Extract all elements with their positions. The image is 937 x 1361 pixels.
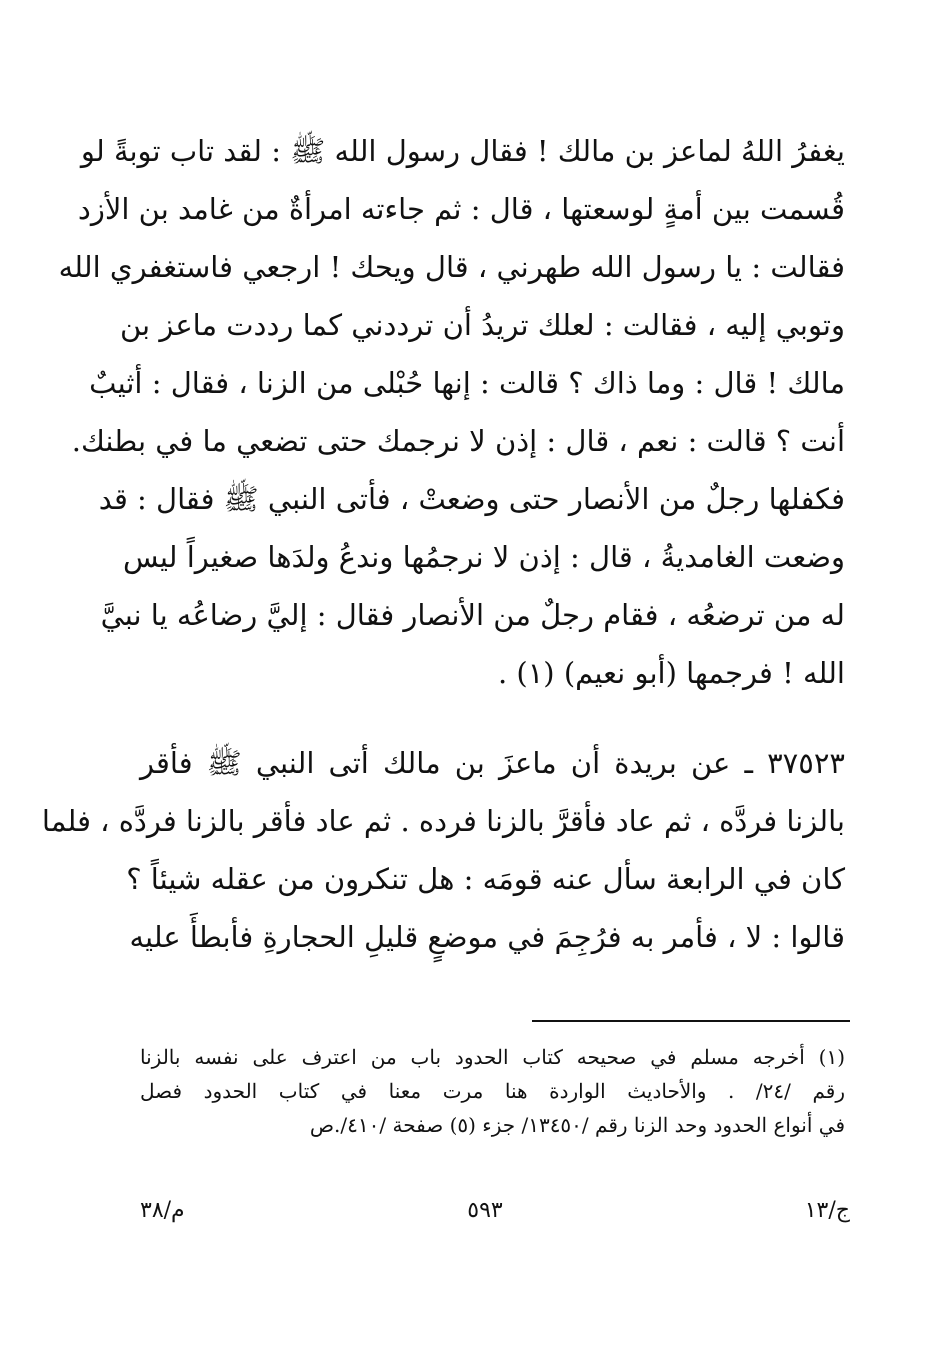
- footnote: [140, 1040, 845, 1142]
- volume-number: ج/١٣: [804, 1198, 850, 1223]
- text-line: مالك ! قال : وما ذاك ؟ قالت : إنها حُبْلى من الزنا ، فقال : أثيبٌ: [89, 366, 845, 400]
- hadith-paragraph-2: [41, 734, 845, 966]
- text-line: فقالت : يا رسول الله طهرني ، قال ويحك ! ارجعي فاستغفري الله: [58, 250, 845, 284]
- text-line: له من ترضعُه ، فقام رجلٌ من الأنصار فقال : إليَّ رضاعُه يا نبيَّ: [100, 598, 845, 632]
- text-line: أنت ؟ قالت : نعم ، قال : إذن لا نرجمك حتى تضعي ما في بطنك.: [71, 424, 845, 458]
- hadith-paragraph-1: [58, 122, 845, 702]
- footnote-line: في أنواع الحدود وحد الزنا رقم /١٣٤٥٠/ جزء (٥) صفحة /٤١٠/.ص: [309, 1113, 845, 1137]
- text-line: وضعت الغامديةُ ، قال : إذن لا نرجمُها وندعُ ولدَها صغيراً ليس: [122, 540, 845, 574]
- signature-mark: م/٣٨: [140, 1198, 185, 1223]
- text-line: وتوبي إليه ، فقالت : لعلك تريدُ أن ترددني كما رددت ماعز بن: [119, 308, 845, 342]
- footnote-divider: [532, 1020, 850, 1022]
- text-line: قالوا : لا ، فأمر به فرُجِمَ في موضعٍ قليلِ الحجارةِ فأبطأَ عليه: [129, 920, 845, 954]
- footnote-line: (١) أخرجه مسلم في صحيحه كتاب الحدود باب من اعترف على نفسه بالزنا: [140, 1045, 845, 1069]
- text-line: كان في الرابعة سأل عنه قومَه : هل تنكرون من عقله شيئاً ؟: [126, 862, 845, 896]
- page-number: ٥٩٣: [467, 1198, 503, 1223]
- footnote-line: رقم /٢٤/ . والأحاديث الواردة هنا مرت معنا في كتاب الحدود فصل: [140, 1079, 845, 1103]
- text-line: ٣٧٥٢٣ ـ عن بريدة أن ماعزَ بن مالك أتى النبي ﷺ فأقر: [140, 746, 845, 780]
- text-line: يغفرُ اللهُ لماعز بن مالك ! فقال رسول الله ﷺ : لقد تاب توبةً لو: [80, 134, 845, 168]
- text-line: قُسمت بين أمةٍ لوسعتها ، قال : ثم جاءته امرأةٌ من غامد بن الأزد: [77, 192, 845, 226]
- text-line: بالزنا فردَّه ، ثم عاد فأقرَّ بالزنا فرده . ثم عاد فأقر بالزنا فردَّه ، فلما: [41, 804, 845, 838]
- text-line: الله ! فرجمها (أبو نعيم) (١) .: [497, 656, 845, 690]
- text-line: فكفلها رجلٌ من الأنصار حتى وضعتْ ، فأتى النبي ﷺ فقال : قد: [98, 482, 845, 516]
